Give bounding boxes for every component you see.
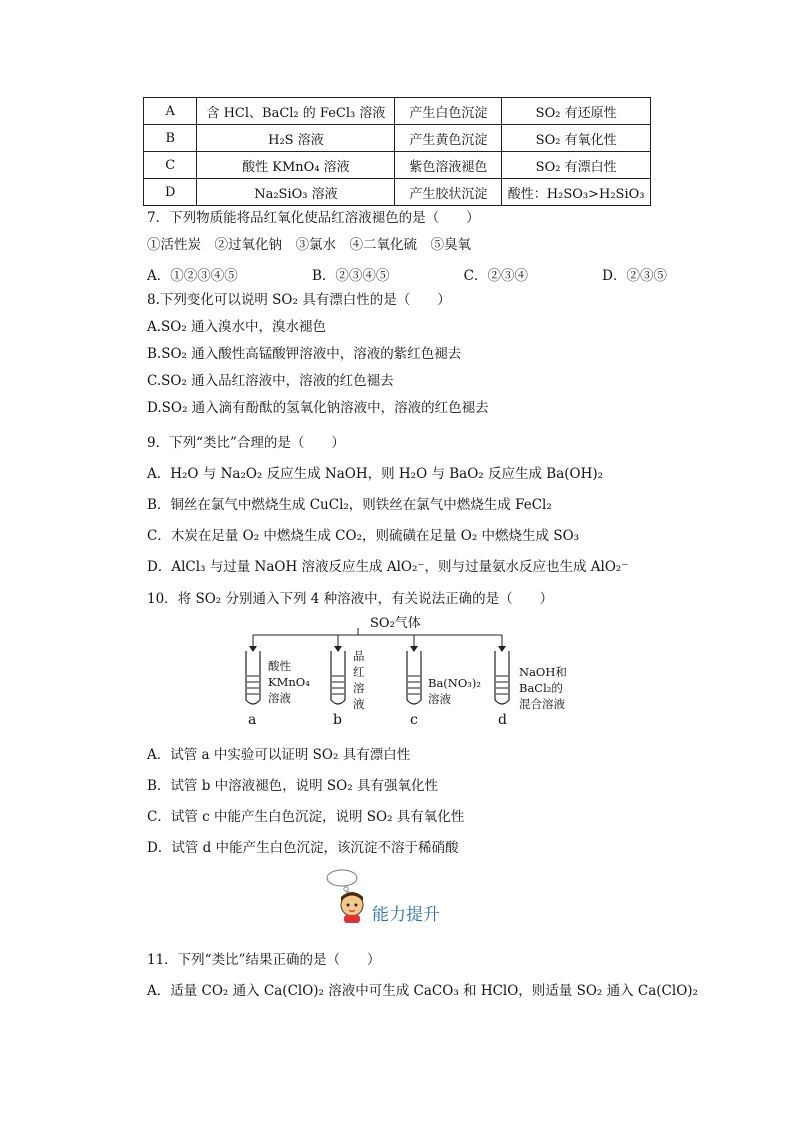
q8-option-d: D.SO₂ 通入滴有酚酞的氢氧化钠溶液中，溶液的红色褪去 — [147, 400, 489, 416]
q9-option-b: B．铜丝在氯气中燃烧生成 CuCl₂，则铁丝在氯气中燃烧生成 FeCl₂ — [147, 497, 552, 513]
table-cell: Na₂SiO₃ 溶液 — [197, 179, 395, 206]
tube-a-label: 溶液 — [268, 691, 291, 705]
q7-choices — [147, 264, 667, 284]
tube-b-label: 溶 — [353, 681, 365, 695]
tube-c-label: 溶液 — [428, 692, 451, 706]
q9-option-a: A．H₂O 与 Na₂O₂ 反应生成 NaOH，则 H₂O 与 BaO₂ 反应生成 Ba(OH)₂ — [147, 466, 604, 482]
tube-c-label: Ba(NO₃)₂ — [428, 676, 481, 690]
table-cell: 产生胶状沉淀 — [395, 179, 502, 206]
q11-option-a: A．适量 CO₂ 通入 Ca(ClO)₂ 溶液中可生成 CaCO₃ 和 HClO，则适量 SO₂ 通入 Ca(ClO)₂ — [147, 983, 698, 999]
choice-c: C．②③④ — [463, 268, 528, 284]
test-tube-a — [246, 635, 260, 704]
table-cell: A — [144, 98, 197, 125]
table-row — [144, 152, 651, 179]
q10-option-d: D．试管 d 中能产生白色沉淀，该沉淀不溶于稀硝酸 — [147, 840, 459, 856]
test-tube-b — [331, 635, 345, 704]
choice-d: D．②③⑤ — [602, 268, 667, 284]
table-cell: C — [144, 152, 197, 179]
table-cell: 紫色溶液褪色 — [395, 152, 502, 179]
q8-option-b: B.SO₂ 通入酸性高锰酸钾溶液中，溶液的紫红色褪去 — [147, 346, 462, 362]
tube-a-label: KMnO₄ — [268, 675, 310, 689]
table-row — [144, 179, 651, 206]
table-cell: 产生白色沉淀 — [395, 98, 502, 125]
q9-option-c: C．木炭在足量 O₂ 中燃烧生成 CO₂，则硫磺在足量 O₂ 中燃烧生成 SO₃ — [147, 528, 580, 544]
q7-items: ①活性炭 ②过氧化钠 ③氯水 ④二氧化硫 ⑤臭氧 — [147, 237, 471, 253]
test-tube-c — [407, 635, 421, 704]
reaction-table — [143, 97, 651, 206]
q10-stem: 10．将 SO₂ 分别通入下列 4 种溶液中，有关说法正确的是（ ） — [147, 591, 554, 607]
q10-option-c: C．试管 c 中能产生白色沉淀，说明 SO₂ 具有氧化性 — [147, 809, 465, 825]
table-row — [144, 125, 651, 152]
q9-option-d: D．AlCl₃ 与过量 NaOH 溶液反应生成 AlO₂⁻，则与过量氨水反应也生成 AlO₂⁻ — [147, 559, 629, 575]
table-cell: H₂S 溶液 — [197, 125, 395, 152]
table-cell: 产生黄色沉淀 — [395, 125, 502, 152]
section-title: 能力提升 — [372, 905, 440, 925]
table-row — [144, 98, 651, 125]
tube-b-label: 品 — [353, 649, 365, 663]
table-cell: SO₂ 有还原性 — [502, 98, 651, 125]
tube-a-label: 酸性 — [268, 659, 291, 673]
tube-b-label: 红 — [353, 665, 365, 679]
test-tube-d — [495, 635, 509, 704]
table-cell: 酸性 KMnO₄ 溶液 — [197, 152, 395, 179]
q8-stem: 8.下列变化可以说明 SO₂ 具有漂白性的是（ ） — [147, 292, 451, 308]
choice-b: B．②③④⑤ — [311, 268, 390, 284]
choice-a: A．①②③④⑤ — [147, 268, 238, 284]
test-tube-figure — [230, 608, 590, 733]
tube-d-label: BaCl₂的 — [519, 681, 563, 695]
tube-letter: b — [333, 712, 342, 728]
q10-option-b: B．试管 b 中溶液褪色，说明 SO₂ 具有强氧化性 — [147, 778, 438, 794]
tube-letter: d — [498, 712, 507, 728]
table-cell: B — [144, 125, 197, 152]
cartoon-thinking-icon — [322, 868, 374, 924]
q8-option-c: C.SO₂ 通入品红溶液中，溶液的红色褪去 — [147, 373, 394, 389]
table-cell: D — [144, 179, 197, 206]
table-cell: SO₂ 有氧化性 — [502, 125, 651, 152]
gas-label: SO₂气体 — [370, 616, 421, 631]
q11-stem: 11．下列“类比”结果正确的是（ ） — [147, 952, 381, 968]
q8-option-a: A.SO₂ 通入溴水中，溴水褪色 — [147, 319, 327, 335]
q9-stem: 9．下列“类比”合理的是（ ） — [147, 435, 345, 451]
table-cell: SO₂ 有漂白性 — [502, 152, 651, 179]
tube-letter: c — [410, 712, 418, 728]
tube-d-label: 混合溶液 — [519, 697, 565, 711]
tube-b-label: 液 — [353, 697, 365, 711]
tube-d-label: NaOH和 — [519, 665, 567, 679]
table-cell: 含 HCl、BaCl₂ 的 FeCl₃ 溶液 — [197, 98, 395, 125]
tube-letter: a — [248, 712, 257, 728]
q7-stem: 7．下列物质能将品红氧化使品红溶液褪色的是（ ） — [147, 210, 480, 226]
table-cell: 酸性：H₂SO₃>H₂SiO₃ — [502, 179, 651, 206]
q10-option-a: A．试管 a 中实验可以证明 SO₂ 具有漂白性 — [147, 747, 411, 763]
